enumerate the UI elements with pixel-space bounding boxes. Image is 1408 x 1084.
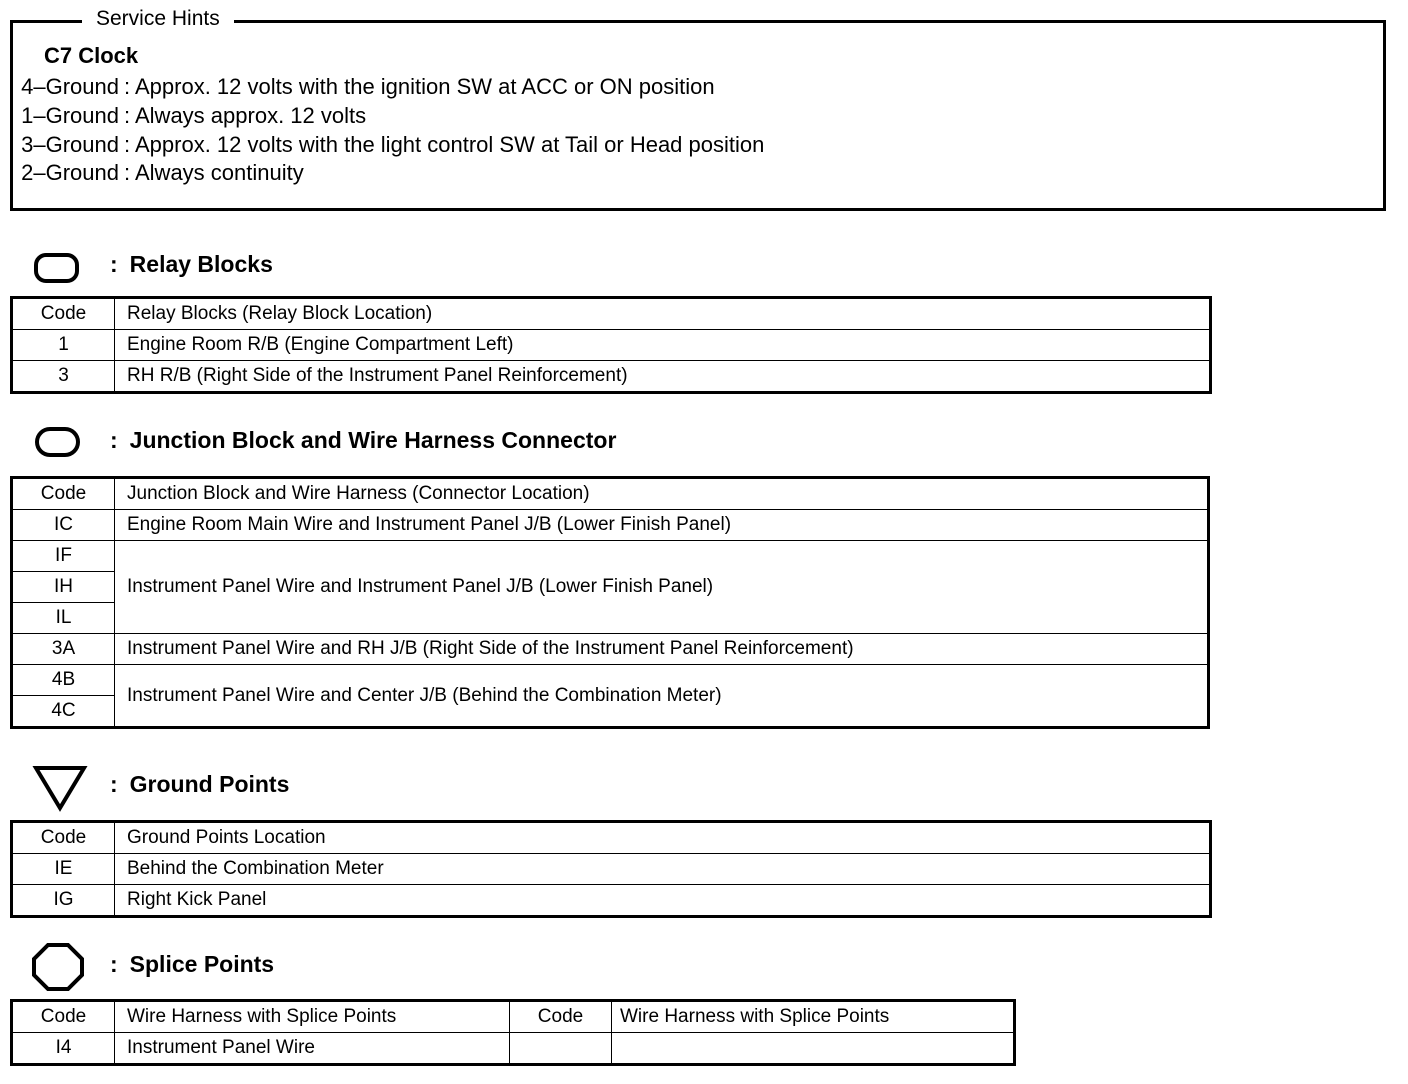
desc-header: Ground Points Location [115, 822, 1211, 854]
splice-points-heading [110, 951, 274, 978]
code-cell: IF [12, 541, 115, 572]
heading-colon: : [110, 427, 118, 453]
table-row [12, 510, 1209, 541]
desc-cell: Engine Room R/B (Engine Compartment Left) [115, 330, 1211, 361]
hint-separator: : [123, 160, 131, 185]
octagon-icon [30, 941, 86, 993]
desc-header: Wire Harness with Splice Points [115, 1001, 510, 1033]
service-hints-subtitle: C7 Clock [44, 43, 139, 68]
table-row [12, 1033, 1015, 1065]
desc-cell: Right Kick Panel [115, 885, 1211, 917]
table-row [12, 854, 1211, 885]
table-row [12, 634, 1209, 665]
code-cell: IG [12, 885, 115, 917]
heading-text: Ground Points [129, 771, 290, 797]
hint-row [0, 73, 715, 101]
splice-points-table [10, 999, 1016, 1066]
hint-label: 4–Ground [21, 74, 119, 99]
desc-cell: Instrument Panel Wire and Instrument Panel J/B (Lower Finish Panel) [115, 541, 1209, 634]
code-cell: 4B [12, 665, 115, 696]
hint-text: Always approx. 12 volts [135, 103, 367, 128]
code-header: Code [12, 1001, 115, 1033]
hint-row [0, 131, 764, 159]
code-header: Code [12, 478, 115, 510]
code-cell: 1 [12, 330, 115, 361]
desc-cell: Instrument Panel Wire and RH J/B (Right Side of the Instrument Panel Reinforcement) [115, 634, 1209, 665]
code-header: Code [12, 822, 115, 854]
table-row [12, 541, 1209, 572]
code-cell: 4C [12, 696, 115, 728]
desc-cell [612, 1033, 1015, 1065]
hint-label: 1–Ground [21, 103, 119, 128]
triangle-down-icon [32, 764, 88, 812]
heading-text: Splice Points [129, 951, 275, 977]
relay-blocks-table [10, 296, 1212, 394]
junction-blocks-table [10, 476, 1210, 729]
code-cell: IL [12, 603, 115, 634]
oval-icon [33, 425, 83, 459]
table-row [12, 361, 1211, 393]
hint-text: Always continuity [135, 160, 304, 185]
heading-text: Junction Block and Wire Harness Connector [129, 427, 617, 453]
desc-header: Wire Harness with Splice Points [612, 1001, 1015, 1033]
code-cell [510, 1033, 612, 1065]
heading-colon: : [110, 951, 118, 977]
hint-label: 3–Ground [21, 132, 119, 157]
heading-colon: : [110, 771, 118, 797]
code-cell: IH [12, 572, 115, 603]
ground-points-heading [110, 771, 289, 798]
desc-header: Relay Blocks (Relay Block Location) [115, 298, 1211, 330]
ground-points-table [10, 820, 1212, 918]
relay-blocks-heading [110, 251, 273, 278]
desc-cell: Instrument Panel Wire and Center J/B (Behind the Combination Meter) [115, 665, 1209, 728]
desc-cell: Engine Room Main Wire and Instrument Panel J/B (Lower Finish Panel) [115, 510, 1209, 541]
hint-row [0, 102, 366, 130]
rounded-rectangle-icon [32, 251, 82, 285]
hint-separator: : [123, 132, 131, 157]
desc-header: Junction Block and Wire Harness (Connector Location) [115, 478, 1209, 510]
table-header-row [12, 822, 1211, 854]
junction-blocks-heading [110, 427, 616, 454]
hint-text: Approx. 12 volts with the ignition SW at ACC or ON position [135, 74, 715, 99]
desc-cell: RH R/B (Right Side of the Instrument Panel Reinforcement) [115, 361, 1211, 393]
service-hints-title: Service Hints [82, 7, 234, 31]
table-header-row [12, 478, 1209, 510]
code-cell: 3 [12, 361, 115, 393]
desc-cell: Behind the Combination Meter [115, 854, 1211, 885]
code-cell: I4 [12, 1033, 115, 1065]
code-header: Code [510, 1001, 612, 1033]
table-row [12, 330, 1211, 361]
table-row [12, 665, 1209, 696]
heading-text: Relay Blocks [129, 251, 273, 277]
hint-separator: : [123, 103, 131, 128]
hint-separator: : [123, 74, 131, 99]
code-cell: IC [12, 510, 115, 541]
hint-label: 2–Ground [21, 160, 119, 185]
code-header: Code [12, 298, 115, 330]
code-cell: 3A [12, 634, 115, 665]
table-header-row [12, 298, 1211, 330]
desc-cell: Instrument Panel Wire [115, 1033, 510, 1065]
hint-text: Approx. 12 volts with the light control SW at Tail or Head position [135, 132, 765, 157]
code-cell: IE [12, 854, 115, 885]
table-header-row [12, 1001, 1015, 1033]
hint-row [0, 159, 304, 187]
table-row [12, 885, 1211, 917]
heading-colon: : [110, 251, 118, 277]
